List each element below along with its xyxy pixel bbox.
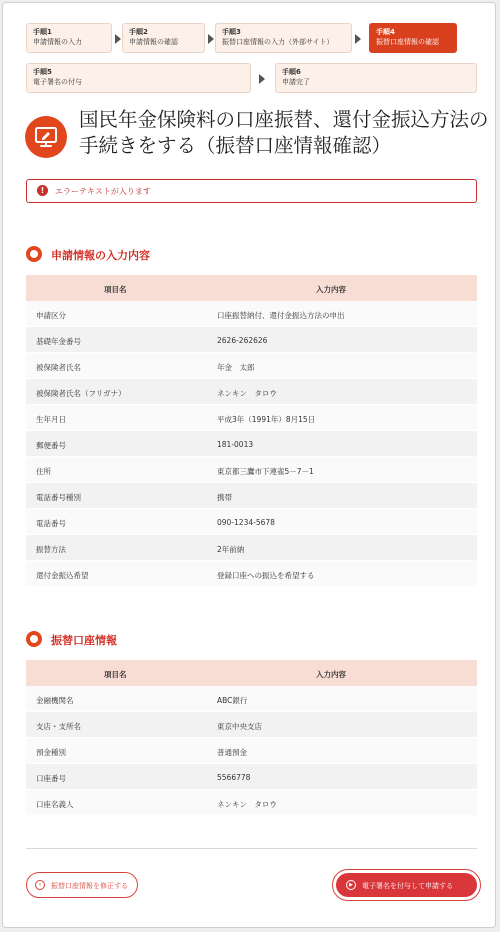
- row-label: 電話番号: [36, 519, 66, 528]
- table-row: [26, 327, 477, 353]
- chevron-left-icon: ‹: [35, 880, 45, 890]
- table-row: [26, 353, 477, 379]
- sign-and-submit-button[interactable]: [336, 873, 477, 897]
- table-row: [26, 535, 477, 561]
- table-row: [26, 379, 477, 405]
- row-label: 被保険者氏名（フリガナ）: [36, 389, 126, 398]
- row-label: 電話番号種別: [36, 493, 81, 502]
- account-table: [26, 660, 477, 816]
- step-label: 振替口座情報の入力（外部サイト）: [222, 38, 334, 46]
- step-label: 申請情報の確認: [129, 38, 178, 46]
- step-label: 申請完了: [282, 78, 310, 86]
- row-value: 年金 太郎: [217, 363, 255, 372]
- exclamation-icon: !: [37, 185, 48, 196]
- step-number: 手順4: [376, 28, 395, 36]
- row-value: ABC銀行: [217, 696, 248, 705]
- step-5: [26, 63, 251, 93]
- divider: [26, 848, 477, 849]
- table-row: [26, 790, 477, 816]
- row-value: 平成3年（1991年）8月15日: [217, 415, 316, 424]
- row-value: 携帯: [217, 493, 232, 502]
- row-label: 口座名義人: [36, 800, 74, 809]
- table-row: [26, 712, 477, 738]
- section-ring-icon: [26, 631, 42, 647]
- section-title: 振替口座情報: [51, 634, 117, 647]
- row-label: 申請区分: [36, 311, 66, 320]
- error-text: エラーテキストが入ります: [55, 187, 151, 196]
- column-header: 入力内容: [316, 285, 346, 294]
- row-value: 181-0013: [217, 440, 254, 449]
- step-number: 手順2: [129, 28, 148, 36]
- step-label: 振替口座情報の確認: [376, 38, 439, 46]
- step-1: [26, 23, 112, 53]
- table-row: [26, 431, 477, 457]
- row-label: 郵便番号: [36, 441, 66, 450]
- table-row: [26, 561, 477, 587]
- table-row: [26, 457, 477, 483]
- table-row: [26, 405, 477, 431]
- row-value: 2年前納: [217, 545, 245, 554]
- column-header: 項目名: [104, 670, 127, 679]
- button-label: 電子署名を付与して申請する: [362, 882, 453, 890]
- step-number: 手順1: [33, 28, 52, 36]
- table-row: [26, 301, 477, 327]
- row-value: 5566778: [217, 773, 251, 782]
- step-label: 電子署名の付与: [33, 78, 82, 86]
- step-label: 申請情報の入力: [33, 38, 82, 46]
- table-row: [26, 764, 477, 790]
- step-2: [122, 23, 205, 53]
- row-label: 基礎年金番号: [36, 337, 81, 346]
- step-arrow-icon: [208, 34, 214, 44]
- step-number: 手順6: [282, 68, 301, 76]
- step-arrow-icon: [115, 34, 121, 44]
- computer-application-icon: [25, 116, 67, 158]
- row-value: 登録口座への振込を希望する: [217, 571, 315, 580]
- play-icon: ▶: [346, 880, 356, 890]
- row-value: 2626-262626: [217, 336, 268, 345]
- column-header: 項目名: [104, 285, 127, 294]
- row-label: 生年月日: [36, 415, 66, 424]
- table-header: [26, 660, 477, 686]
- step-arrow-icon: [355, 34, 361, 44]
- step-arrow-icon: [259, 74, 265, 84]
- row-value: ネンキン タロウ: [217, 800, 277, 809]
- row-value: 090-1234-5678: [217, 518, 275, 527]
- step-number: 手順5: [33, 68, 52, 76]
- section-ring-icon: [26, 246, 42, 262]
- table-header: [26, 275, 477, 301]
- row-label: 金融機関名: [36, 696, 74, 705]
- row-label: 口座番号: [36, 774, 66, 783]
- button-label: 振替口座情報を修正する: [51, 882, 128, 890]
- row-value: ネンキン タロウ: [217, 389, 277, 398]
- step-3: [215, 23, 352, 53]
- table-row: [26, 738, 477, 764]
- column-header: 入力内容: [316, 670, 346, 679]
- row-label: 振替方法: [36, 545, 66, 554]
- table-row: [26, 483, 477, 509]
- row-label: 支店・支所名: [36, 722, 81, 731]
- step-number: 手順3: [222, 28, 241, 36]
- row-value: 普通預金: [217, 748, 247, 757]
- error-message: [26, 179, 477, 203]
- application-table: [26, 275, 477, 587]
- row-value: 東京都三鷹市下連雀5－7－1: [217, 467, 314, 476]
- page-title: 国民年金保険料の口座振替、還付金振込方法の手続きをする（振替口座情報確認）: [79, 108, 489, 157]
- table-row: [26, 686, 477, 712]
- page-frame: [2, 2, 496, 928]
- row-label: 被保険者氏名: [36, 363, 81, 372]
- row-label: 住所: [36, 467, 51, 476]
- row-value: 口座振替納付、還付金振込方法の申出: [217, 311, 345, 320]
- step-4-current: [369, 23, 457, 53]
- row-label: 預金種別: [36, 748, 66, 757]
- table-row: [26, 509, 477, 535]
- table-body: [26, 686, 477, 816]
- section-title: 申請情報の入力内容: [51, 249, 150, 262]
- row-value: 東京中央支店: [217, 722, 262, 731]
- row-label: 還付金振込希望: [36, 571, 89, 580]
- table-body: [26, 301, 477, 587]
- edit-account-button[interactable]: [26, 872, 138, 898]
- step-6: [275, 63, 477, 93]
